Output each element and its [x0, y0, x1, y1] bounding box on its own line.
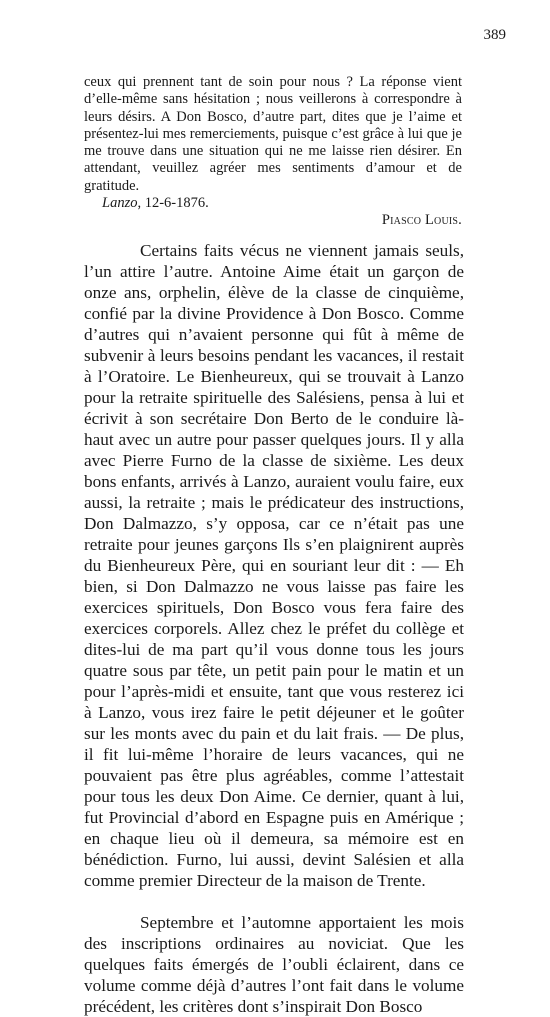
- body-paragraph: Septembre et l’automne apportaient les mois des inscriptions ordinaires au noviciat. Que les quelques faits émergés de l’oubli éclairent, dans ce volume comme déjà d’autres l’ont fait dans le volume précédent, les critères dont s’inspirait Don Bosco: [84, 913, 464, 1016]
- letter-date: , 12-6-1876.: [137, 195, 209, 212]
- letter-excerpt: [84, 74, 462, 230]
- body-paragraph: Certains faits vécus ne viennent jamais seuls, l’un attire l’autre. Antoine Aime était un garçon de onze ans, orphelin, élève de la classe de cinquième, confié par la divine Providence à Don Bosco. Comme d’autres qui n’avaient personne qui fût à même de subvenir à leurs besoins pendant les vacances, il restait à l’Oratoire. Le Bienheureux, qui se trouvait à Lanzo pour la retraite spirituelle des Salésiens, pensa à lui et écrivit à son secrétaire Don Berto de le conduire là-haut avec un autre pour passer quelques jours. Il y alla avec Pierre Furno de la classe de sixième. Les deux bons enfants, arrivés à Lanzo, auraient voulu faire, eux aussi, la retraite ; mais le prédicateur des instructions, Don Dalmazzo, s’y opposa, car ce n’était pas une retraite pour jeunes garçons Ils s’en plaignirent auprès du Bienheureux Père, qui en souriant leur dit : — Eh bien, si Don Dalmazzo ne vous laisse pas faire les exercices spirituels, Don Bosco vous fera faire des exercices corporels. Allez chez le préfet du collège et dites-lui de ma part qu’il vous donne tous les jours quatre sous par tête, un petit pain pour le matin et un pour l’après-midi et ensuite, tant que vous resterez ici à Lanzo, vous irez faire le petit déjeuner et le goûter sur les monts avec du pain et du lait frais. — De plus, il fit lui-même l’horaire de leurs vacances, qui ne pouvaient pas être plus agréables, comme l’attestait pour tous les deux Don Aime. Ce dernier, quant à lui, fut Provincial d’abord en Espagne puis en Amérique ; en chaque lieu où il demeura, sa mémoire est en bénédiction. Furno, lui aussi, devint Salésien et alla comme premier Directeur de la maison de Trente.: [84, 241, 464, 890]
- page-number: 389: [483, 27, 506, 43]
- letter-dateline: [84, 195, 462, 212]
- letter-signature: Piasco Louis.: [381, 212, 462, 229]
- letter-place: Lanzo: [102, 195, 138, 212]
- main-text: [84, 240, 464, 1017]
- letter-closing-paragraph: ceux qui prennent tant de soin pour nous ? La réponse vient d’elle-même sans hésitation ; nous veillerons à correspondre à leurs désirs. A Don Bosco, d’autre part, dites que je l’aime et présentez-lui mes remerciements, puisque c’est grâce à lui que je me trouve dans une situation qui ne me laisse rien désirer. En attendant, veuillez agréer mes sentiments d’amour et de gratitude.: [84, 74, 462, 194]
